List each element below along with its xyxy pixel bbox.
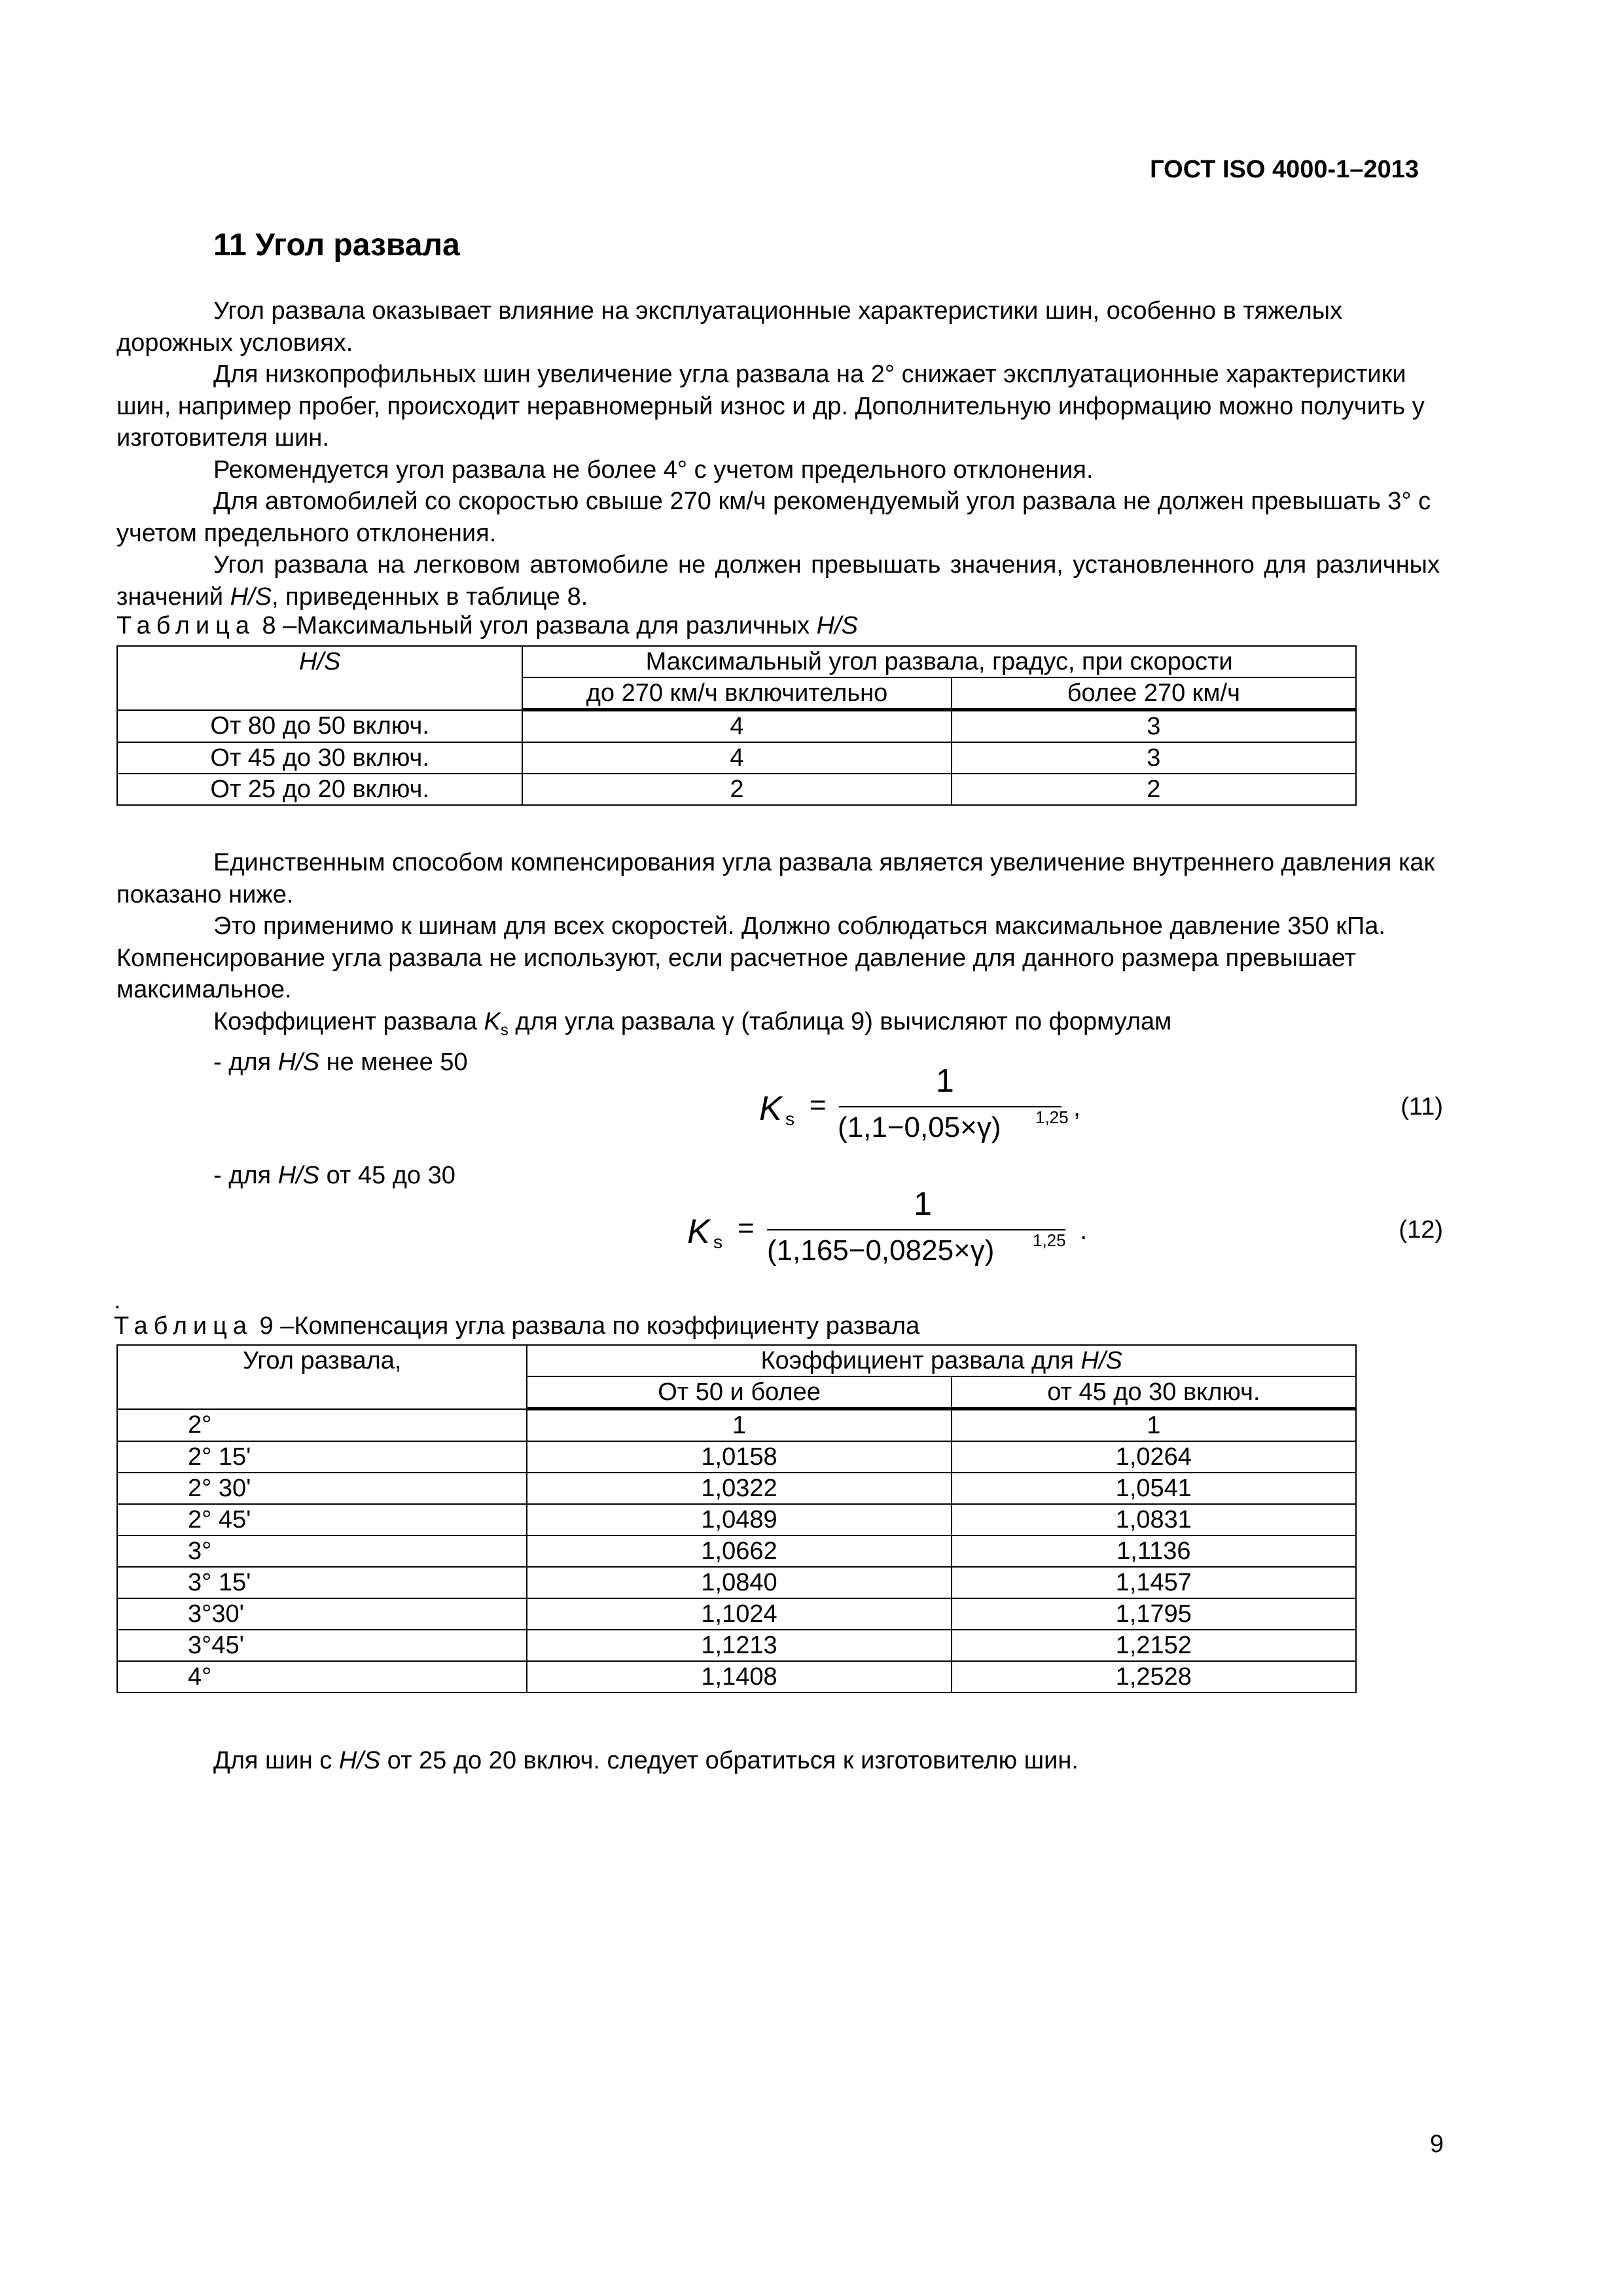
table-row (117, 710, 1356, 743)
paragraph: Рекомендуется угол развала не более 4° с учетом предельного отклонения. (213, 456, 1094, 484)
table-cell: 1,0662 (527, 1535, 951, 1567)
header-cell (117, 646, 522, 710)
table-header-row (117, 646, 1356, 677)
paragraph: Угол развала оказывает влияние на эксплуатационные характеристики шин, особенно в тяжелых дорожных условиях. (116, 297, 1343, 357)
table-cell: 2° 15' (117, 1441, 527, 1473)
paragraph (116, 549, 1440, 613)
k-subscript: s (500, 1021, 508, 1039)
table-row (117, 1409, 1356, 1442)
table-cell: 1,0158 (527, 1441, 951, 1473)
table-cell: 2 (522, 774, 951, 805)
table-cell: 1,0322 (527, 1473, 951, 1504)
table-cell: 1,2528 (952, 1661, 1356, 1693)
exponent: 1,25 (1035, 1107, 1069, 1127)
table-cell: 1,1457 (952, 1567, 1356, 1598)
text-run: Коэффициент развала для (760, 1347, 1081, 1374)
text-run: Угол развала на легковом автомобиле не должен превышать значения, установленного для различных значений (116, 551, 1440, 611)
table-row (117, 1567, 1356, 1598)
text-run: - для (213, 1048, 278, 1076)
text-run: , приведенных в таблице 8. (272, 583, 588, 611)
table-row (117, 1630, 1356, 1661)
document-code: ГОСТ ISO 4000-1–2013 (1150, 156, 1419, 183)
hs-term: H/S (277, 1048, 320, 1076)
table-cell: 4° (117, 1661, 527, 1693)
table-cell: 1,0831 (952, 1504, 1356, 1535)
denominator: (1,1−0,05×γ) (838, 1111, 1001, 1143)
table-cell: 1,1136 (952, 1535, 1356, 1567)
paragraph: Для автомобилей со скоростью свыше 270 км/ч рекомендуемый угол развала не должен превышать 3° с учетом предельного отклонения. (116, 488, 1431, 547)
table-row (117, 1473, 1356, 1504)
text-run: от 25 до 20 включ. следует обратиться к изготовителю шин. (380, 1747, 1079, 1774)
equals-sign: = (810, 1089, 827, 1121)
table8-caption (116, 612, 858, 640)
equation-number-11: (11) (1400, 1093, 1443, 1121)
equals-sign: = (738, 1212, 755, 1244)
table-cell: 1,2152 (952, 1630, 1356, 1661)
compensation-text (116, 847, 1440, 1078)
table-cell: 1 (952, 1409, 1356, 1442)
table-cell: 3°30' (117, 1598, 527, 1630)
table-cell: 2° 45' (117, 1504, 527, 1535)
k-symbol: K (484, 1007, 501, 1035)
stray-dot: . (114, 1287, 121, 1314)
table-cell: 4 (522, 710, 951, 743)
header-cell: Максимальный угол развала, градус, при скорости (522, 646, 1356, 677)
table-cell: 2° (117, 1409, 527, 1442)
text-run: не менее 50 (319, 1048, 468, 1076)
header-cell: От 50 и более (527, 1376, 951, 1409)
table-cell: 2 (952, 774, 1356, 805)
table-cell: 1,1795 (952, 1598, 1356, 1630)
text-run: Для шин с (213, 1747, 339, 1774)
table-row (117, 1441, 1356, 1473)
formula-11 (759, 1062, 1099, 1158)
table-cell: 1,0541 (952, 1473, 1356, 1504)
hs-term: H/S (230, 583, 272, 611)
table-cell: От 80 до 50 включ. (117, 710, 522, 743)
paragraph: Для низкопрофильных шин увеличение угла развала на 2° снижает эксплуатационные характеристики шин, например пробег, происходит неравномерный износ и др. Дополнительную информацию можно получить у изготовителя шин. (116, 361, 1425, 452)
equation-number-12: (12) (1399, 1216, 1443, 1244)
header-cell: от 45 до 30 включ. (952, 1376, 1356, 1409)
hs-term: H/S (1080, 1347, 1122, 1374)
text-run: Коэффициент развала (213, 1007, 484, 1035)
header-cell: более 270 км/ч (952, 677, 1356, 710)
paragraph: Единственным способом компенсирования угла развала является увеличение внутреннего давления как показано ниже. (116, 849, 1435, 908)
caption-text: 9 –Компенсация угла развала по коэффициенту развала (253, 1312, 920, 1340)
text-run: для угла развала γ (таблица 9) вычисляют по формулам (508, 1007, 1172, 1035)
table-cell: 1 (527, 1409, 951, 1442)
hs-term: H/S (277, 1162, 320, 1189)
table-cell: 3 (952, 742, 1356, 774)
numerator: 1 (914, 1185, 932, 1222)
table-cell: 4 (522, 742, 951, 774)
table-row (117, 1598, 1356, 1630)
table-row (117, 774, 1356, 805)
header-cell (527, 1345, 1356, 1376)
punctuation: . (1080, 1216, 1088, 1245)
k-subscript: s (785, 1109, 794, 1129)
paragraph (116, 1745, 1440, 1777)
intro-text (116, 295, 1440, 613)
table-cell: 3°45' (117, 1630, 527, 1661)
table-cell: От 45 до 30 включ. (117, 742, 522, 774)
numerator: 1 (936, 1062, 954, 1099)
table-header-row (117, 1345, 1356, 1376)
hs-term: H/S (338, 1747, 381, 1774)
page-number: 9 (1429, 2130, 1444, 2158)
table-cell: 3° 15' (117, 1567, 527, 1598)
section-title: 11 Угол развала (213, 228, 460, 262)
caption-label: Таблица (114, 1312, 253, 1340)
table-row (117, 742, 1356, 774)
table-cell: 1,0840 (527, 1567, 951, 1598)
table-cell: 1,1408 (527, 1661, 951, 1693)
paragraph (116, 1006, 1440, 1047)
paragraph: Это применимо к шинам для всех скоростей. Должно соблюдаться максимальное давление 350 кПа. Компенсирование угла развала не используют, если расчетное давление для данного размера превышает максимальное. (116, 912, 1385, 1003)
table-cell: От 25 до 20 включ. (117, 774, 522, 805)
fraction-bar (839, 1106, 1061, 1107)
hs-term: H/S (298, 648, 341, 675)
table-cell: 1,1213 (527, 1630, 951, 1661)
table-cell: 1,0489 (527, 1504, 951, 1535)
text-run: - для (213, 1162, 278, 1189)
table-row (117, 1504, 1356, 1535)
table9 (116, 1344, 1357, 1693)
table-cell: 1,0264 (952, 1441, 1356, 1473)
table-cell: 3° (117, 1535, 527, 1567)
table8 (116, 645, 1357, 806)
table-cell: 2° 30' (117, 1473, 527, 1504)
table-row (117, 1661, 1356, 1693)
fraction-bar (767, 1229, 1065, 1230)
punctuation: , (1073, 1093, 1081, 1122)
k-symbol: K (759, 1090, 782, 1128)
caption-label: Таблица (116, 612, 255, 639)
k-symbol: K (687, 1213, 710, 1251)
paragraph (116, 1160, 1440, 1192)
denominator: (1,165−0,0825×γ) (767, 1234, 995, 1266)
formula-12 (687, 1185, 1106, 1282)
table9-caption (114, 1312, 919, 1340)
table-row (117, 1535, 1356, 1567)
header-cell: Угол развала, (117, 1345, 527, 1409)
closing-text (116, 1745, 1440, 1777)
text-run: от 45 до 30 (319, 1162, 455, 1189)
exponent: 1,25 (1033, 1230, 1066, 1250)
table-cell: 3 (952, 710, 1356, 743)
caption-text: 8 –Максимальный угол развала для различных (255, 612, 817, 639)
condition-text (116, 1160, 1440, 1192)
header-cell: до 270 км/ч включительно (522, 677, 951, 710)
hs-term: H/S (816, 612, 858, 639)
k-subscript: s (713, 1232, 722, 1252)
table-cell: 1,1024 (527, 1598, 951, 1630)
